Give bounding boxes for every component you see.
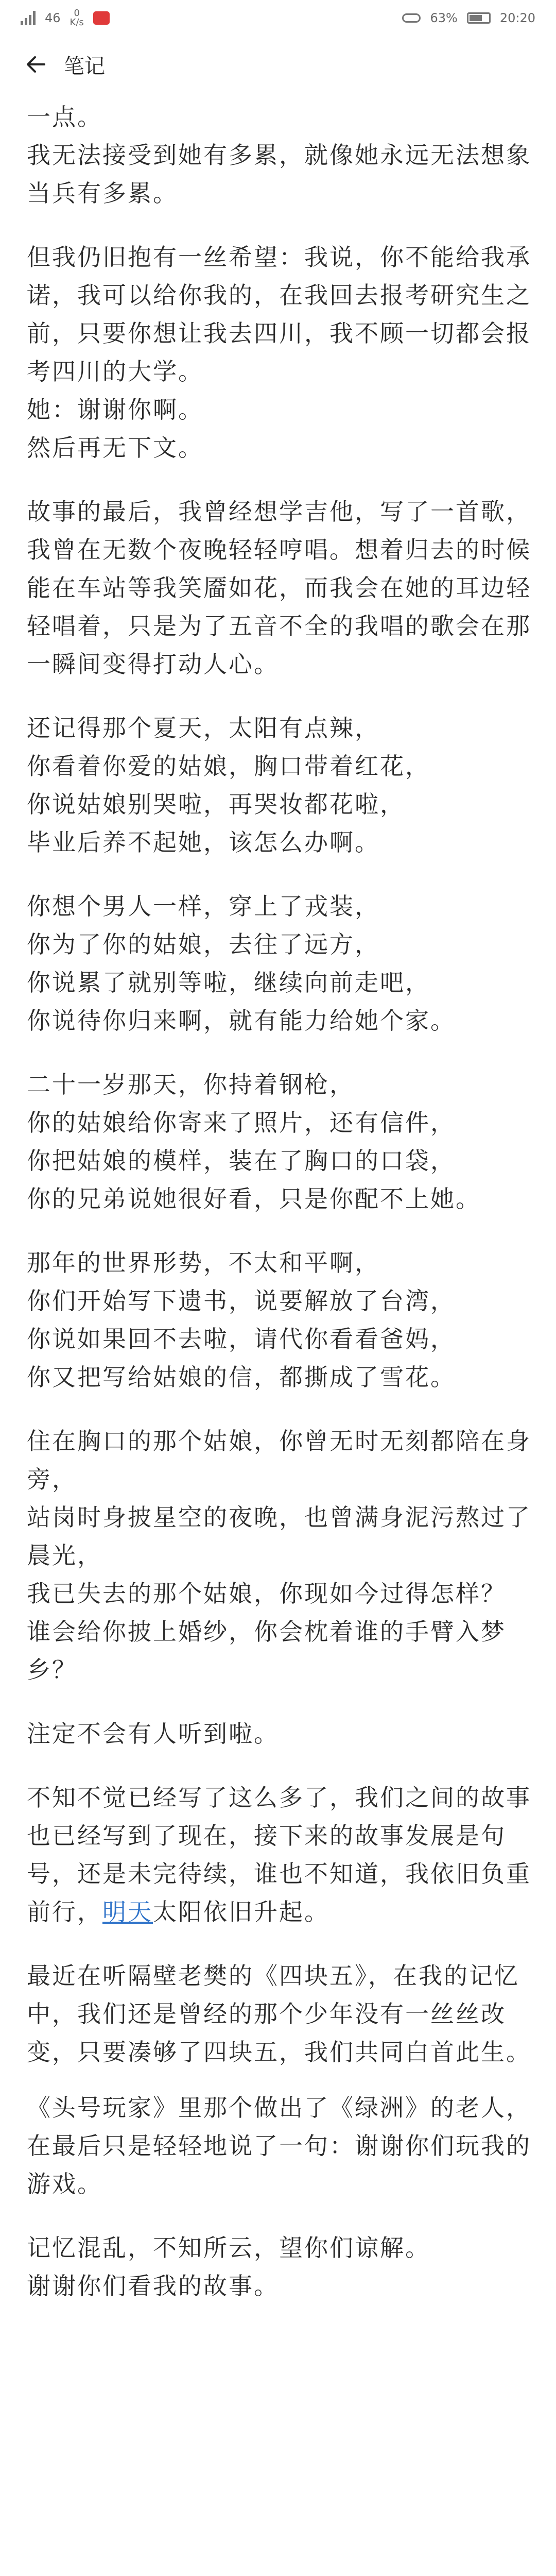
paragraph-9 [27, 1778, 536, 1931]
text-line: 谁会给你披上婚纱，你会枕着谁的手臂入梦乡？ [27, 1618, 506, 1684]
text-line: 你看着你爱的姑娘，胸口带着红花， [27, 752, 430, 780]
text-line: 最近在听隔壁老樊的《四块五》，在我的记忆中，我们还是曾经的那个少年没有一丝丝改变，只要凑够了四块五，我们共同白首此生。 [27, 1962, 531, 2066]
text-line: 然后再无下文。 [27, 434, 203, 462]
text-line: 你又把写给姑娘的信，都撕成了雪花。 [27, 1363, 456, 1391]
text-before-link: 不知不觉已经写了这么多了，我们之间的故事也已经写到了现在，接下来的故事发展是句号，还是未完待续，谁也不知道，我依旧负重前行， [27, 1784, 531, 1926]
paragraph-10 [27, 1957, 536, 2203]
text-line: 我已失去的那个姑娘，你现如今过得怎样？ [27, 1580, 506, 1607]
status-left [21, 9, 110, 27]
paragraph-11 [27, 2229, 536, 2305]
status-bar [0, 0, 556, 36]
network-type: 46 [45, 11, 61, 25]
text-line: 你的姑娘给你寄来了照片，还有信件， [27, 1109, 456, 1137]
text-line: 注定不会有人听到啦。 [27, 1720, 279, 1748]
battery-icon [467, 12, 491, 24]
notification-app-icon [93, 11, 110, 25]
paragraph-8 [27, 1715, 536, 1753]
text-line: 你们开始写下遗书，说要解放了台湾， [27, 1287, 456, 1315]
text-line: 我无法接受到她有多累，就像她永远无法想象当兵有多累。 [27, 141, 531, 207]
paragraph-0 [27, 98, 536, 212]
back-arrow-icon[interactable] [21, 49, 51, 80]
note-content[interactable] [27, 98, 536, 2331]
speed-unit: K/s [70, 17, 84, 28]
text-line: 记忆混乱，不知所云，望你们谅解。 [27, 2234, 430, 2262]
app-header [0, 36, 556, 93]
clock: 20:20 [499, 11, 535, 25]
text-after-link: 太阳依旧升起。 [153, 1898, 329, 1926]
text-line: 住在胸口的那个姑娘，你曾无时无刻都陪在身旁， [27, 1427, 531, 1493]
text-line: 谢谢你们看我的故事。 [27, 2272, 279, 2300]
text-line: 但我仍旧抱有一丝希望：我说，你不能给我承诺，我可以给你我的，在我回去报考研究生之前，只要你想让我去四川，我不顾一切都会报考四川的大学。 [27, 243, 531, 385]
paragraph-2 [27, 493, 536, 683]
text-line: 你说姑娘别哭啦，再哭妆都花啦， [27, 790, 405, 818]
paragraph-3 [27, 709, 536, 861]
text-line: 还记得那个夏天，太阳有点辣， [27, 714, 380, 742]
text-line [27, 1778, 536, 1931]
text-line: 你为了你的姑娘，去往了远方， [27, 930, 380, 958]
text-line: 《头号玩家》里那个做出了《绿洲》的老人，在最后只是轻轻地说了一句：谢谢你们玩我的游戏。 [27, 2094, 531, 2198]
key-icon [402, 13, 421, 23]
text-line: 那年的世界形势，不太和平啊， [27, 1249, 380, 1277]
status-right [402, 11, 535, 25]
paragraph-5 [27, 1065, 536, 1218]
network-speed [70, 9, 84, 27]
text-line: 你说如果回不去啦，请代你看看爸妈， [27, 1325, 456, 1353]
text-line: 一点。 [27, 103, 102, 131]
paragraph-1 [27, 238, 536, 467]
date-link[interactable]: 明天 [102, 1898, 153, 1926]
text-line: 你说累了就别等啦，继续向前走吧， [27, 969, 430, 996]
paragraph-6 [27, 1244, 536, 1396]
text-line: 二十一岁那天，你持着钢枪， [27, 1071, 355, 1098]
battery-percent: 63% [430, 11, 458, 25]
paragraph-7 [27, 1422, 536, 1689]
text-line: 你想个男人一样，穿上了戎装， [27, 892, 380, 920]
text-line: 你的兄弟说她很好看，只是你配不上她。 [27, 1185, 481, 1213]
text-line: 毕业后养不起她，该怎么办啊。 [27, 828, 380, 856]
text-line: 故事的最后，我曾经想学吉他，写了一首歌，我曾在无数个夜晚轻轻哼唱。想着归去的时候能在车站等我笑靥如花，而我会在她的耳边轻轻唱着，只是为了五音不全的我唱的歌会在那一瞬间变得打动人心。 [27, 498, 531, 678]
page-title: 笔记 [64, 54, 105, 78]
speed-value: 0 [74, 8, 80, 19]
text-line: 你把姑娘的模样，装在了胸口的口袋， [27, 1147, 456, 1175]
signal-icon [21, 11, 36, 25]
text-line: 站岗时身披星空的夜晚，也曾满身泥污熬过了晨光， [27, 1503, 531, 1569]
paragraph-4 [27, 887, 536, 1040]
text-line: 她：谢谢你啊。 [27, 396, 203, 423]
text-line: 你说待你归来啊，就有能力给她个家。 [27, 1007, 456, 1035]
